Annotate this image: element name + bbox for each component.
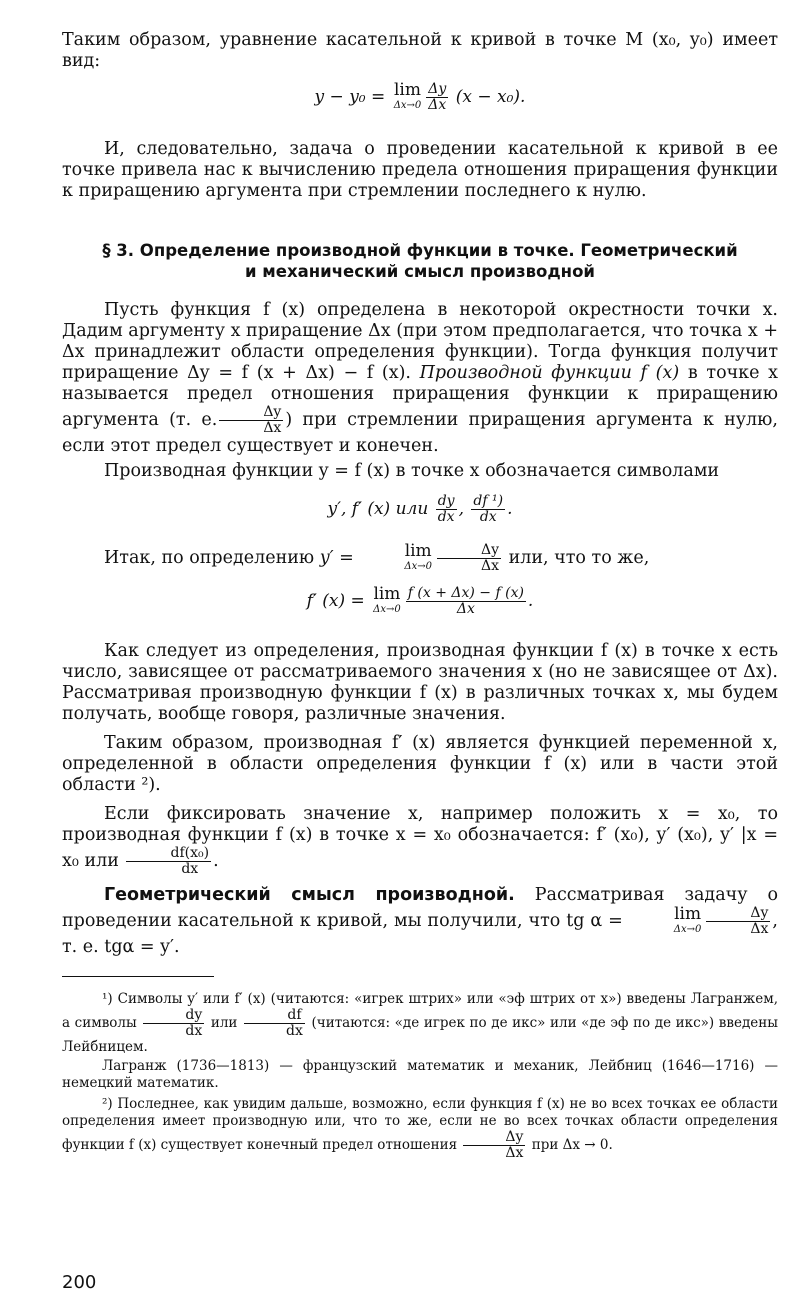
formula-notation-symbols: y′, f′ (x) или $\frac{dy}{dx}$ , $\frac{\text{df ¹)}}{dx}$ . [327, 493, 513, 525]
formula-lhs: y − y₀ = [314, 87, 386, 107]
fraction-dy-dx: $\frac{\Delta y}{\Delta x}$ [428, 81, 447, 113]
page-body [62, 26, 778, 1161]
fraction-df-dx: $\frac{df}{dx}$ [244, 1008, 305, 1039]
heading-line-1: § 3. Определение производной функции в точке. Геометрический [102, 241, 738, 260]
limit-operator: lim Δx→0 [373, 583, 401, 615]
fraction-dy-dx: $\frac{dy}{dx}$ [143, 1008, 204, 1039]
geometric-meaning-heading: Геометрический смысл производной. [104, 885, 515, 905]
limit-operator: lim Δx→0 [673, 903, 702, 935]
formula-derivative-definition: Итак, по определению y′ = lim Δx→0 $\frac{\Delta y}{\Delta x}$ или, что то же, [104, 540, 650, 574]
formula-derivative-limit: f′ (x) = lim Δx→0 $\frac{f (x + \Delta x) - f (x)}{\Delta x}$ . [306, 583, 534, 617]
fraction-df-dx: $\frac{\text{df ¹)}}{dx}$ [473, 493, 504, 525]
footnote-divider [62, 976, 214, 977]
paragraph-conclusion: И, следовательно, задача о проведении касательной к кривой в ее точке привела нас к вычислению предела отношения приращения функции к приращению аргумента при стремлении последнего к нулю. [62, 139, 778, 201]
limit-operator: lim Δx→0 [393, 79, 422, 111]
fraction-dy-dx: $\frac{\Delta y}{\Delta x}$ [219, 405, 283, 436]
paragraph-geometric-meaning: Геометрический смысл производной. Рассматривая задачу о проведении касательной к кривой, мы получили, что tg α = lim Δx→0 $\frac{\Delta y}{\Delta x}$ , т. е. tgα = y′. [62, 885, 778, 957]
paragraph-tangent-intro: Таким образом, уравнение касательной к кривой в точке M (x₀, y₀) имеет вид: [62, 30, 778, 71]
fraction-df-x0-dx: $\frac{\text{df(x₀)}}{dx}$ [126, 846, 211, 877]
paragraph-notation: Производная функции y = f (x) в точке x обозначается символами [104, 461, 720, 481]
footnote-1-biography: Лагранж (1736—1813) — французский математик и механик, Лейбниц (1646—1716) — немецкий математик. [62, 1058, 778, 1091]
formula-rhs: (x − x₀). [455, 87, 526, 107]
paragraph-derivative-definition: Пусть функция f (x) определена в некоторой окрестности точки x. Дадим аргументу x приращение Δx (при этом предполагается, что точка x + Δx принадлежит области определения функции). Тогда функция получит приращение Δy = f (x + Δx) − f (x). Производной функции f (x) в точке x называется предел отношения приращения функции к приращению аргумента (т. е. $\frac{\Delta y}{\Delta x}$ ) при стремлении приращения аргумента к нулю, если этот предел существует и конечен. [62, 300, 778, 456]
paragraph-derivative-number: Как следует из определения, производная функции f (x) в точке x есть число, зависящее от рассматриваемого значения x (но не зависящее от Δx). Рассматривая производную функции f (x) в различных точках x, мы будем получать, вообще говоря, различные значения. [62, 641, 778, 724]
footnote-2: ²) Последнее, как увидим дальше, возможно, если функция f (x) не во всех точках ее области определения имеет производную или, что то же, если не во всех точках области определения функции f (x) существует конечный предел отношения $\frac{\Delta y}{\Delta x}$ при Δx → 0. [62, 1096, 778, 1161]
formula-tangent-equation [62, 79, 778, 113]
section-heading [62, 240, 778, 282]
paragraph-fixed-point: Если фиксировать значение x, например положить x = x₀, то производная функции f (x) в точке x = x₀ обозначается: f′ (x₀), y′ (x₀), y′ |x = x₀ или $\frac{\text{df(x₀)}}{dx}$ . [62, 804, 778, 877]
definition-term: Производной функции f (x) [419, 363, 680, 383]
paragraph-derivative-function: Таким образом, производная f′ (x) является функцией переменной x, определенной в области определения функции f (x) или в части этой области ²). [62, 733, 778, 795]
heading-line-2: и механический смысл производной [245, 262, 595, 281]
fraction-dy-dx: $\frac{\Delta y}{\Delta x}$ [706, 906, 770, 937]
fraction-dy-dx: $\frac{\Delta y}{\Delta x}$ [437, 543, 501, 574]
limit-operator: lim Δx→0 [404, 540, 432, 572]
fraction-difference-quotient: $\frac{f (x + \Delta x) - f (x)}{\Delta x}$ [407, 585, 524, 617]
fraction-dy-dx: $\frac{\Delta y}{\Delta x}$ [463, 1130, 525, 1161]
page-number: 200 [62, 1272, 97, 1293]
fraction-dy-dx: $\frac{dy}{dx}$ [437, 493, 455, 525]
footnote-1: ¹) Символы y′ или f′ (x) (читаются: «игрек штрих» или «эф штрих от x») введены Лагранжем, а символы $\frac{dy}{dx}$ или $\frac{df}{dx}$ (читаются: «де игрек по де икс» или «де эф по де икс») введены Лейбницем. [62, 991, 779, 1055]
